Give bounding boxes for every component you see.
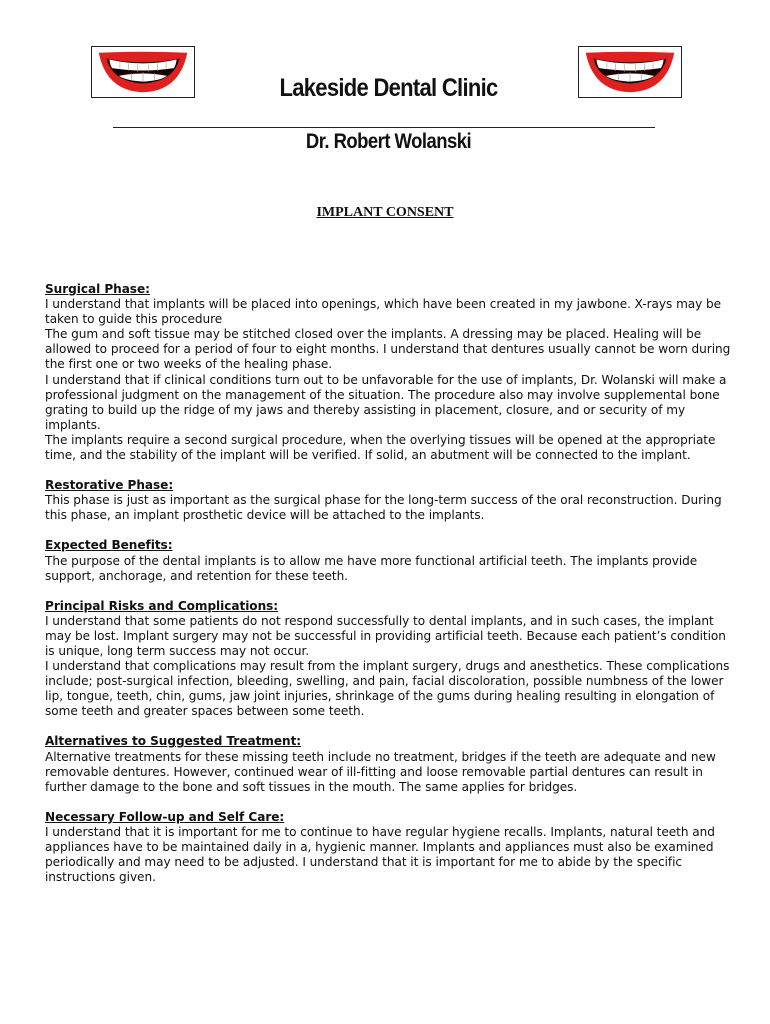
section-paragraph: The purpose of the dental implants is to allow me have more functional artificial teeth. The implants provide support, anchorage, and retention for these teeth. bbox=[45, 553, 698, 583]
section-heading: Necessary Follow-up and Self Care: bbox=[45, 809, 285, 824]
section-paragraph: I understand that some patients do not respond successfully to dental implants, and in such cases, the implant may be lost. Implant surgery may not be successful in providing artificial teeth. Because each patient’s condition is unique, long term success may not occur. bbox=[45, 613, 726, 658]
section-principal-risks bbox=[45, 599, 735, 720]
header-divider bbox=[113, 127, 655, 128]
section-paragraph: I understand that complications may result from the implant surgery, drugs and anesthetics. These complications include; post-surgical infection, bleeding, swelling, and pain, facial discoloration, possible numbness of the lower lip, tongue, teeth, chin, gums, jaw joint injuries, shrinkage of the gums during healing resulting in elongation of some teeth and greater spaces between some teeth. bbox=[45, 659, 730, 719]
section-paragraph: The implants require a second surgical procedure, when the overlying tissues will be opened at the appropriate time, and the stability of the implant will be verified. If solid, an abutment will be connected to the implant. bbox=[45, 432, 716, 463]
clinic-name: Lakeside Dental Clinic bbox=[279, 74, 498, 102]
doctor-name: Dr. Robert Wolanski bbox=[305, 130, 472, 153]
section-restorative-phase bbox=[45, 478, 735, 523]
consent-body bbox=[45, 282, 735, 885]
section-paragraph: I understand that if clinical conditions turn out to be unfavorable for the use of implants, Dr. Wolanski will make a professional judgment on the management of the situation. The procedure also may involve supplemental bone grating to build up the ridge of my jaws and thereby assisting in placement, closure, and or security of my implants. bbox=[45, 372, 727, 432]
section-paragraph: This phase is just as important as the surgical phase for the long-term success of the oral reconstruction. During this phase, an implant prosthetic device will be attached to the implants. bbox=[45, 493, 722, 523]
document-title: IMPLANT CONSENT bbox=[316, 205, 454, 220]
section-follow-up-self-care bbox=[45, 810, 735, 885]
section-paragraph: I understand that implants will be placed into openings, which have been created in my jawbone. X-rays may be taken to guide this procedure bbox=[45, 297, 722, 327]
section-expected-benefits bbox=[45, 538, 735, 583]
section-heading: Restorative Phase: bbox=[45, 478, 174, 493]
section-heading: Expected Benefits: bbox=[45, 538, 173, 553]
section-paragraph: The gum and soft tissue may be stitched closed over the implants. A dressing may be placed. Healing will be allowed to proceed for a period of four to eight months. I understand that dentures usually cannot be worn during the first one or two weeks of the healing phase. bbox=[45, 327, 731, 372]
section-heading: Surgical Phase: bbox=[45, 282, 150, 296]
section-heading: Principal Risks and Complications: bbox=[45, 598, 279, 613]
section-heading: Alternatives to Suggested Treatment: bbox=[45, 734, 302, 749]
section-alternatives bbox=[45, 734, 735, 794]
section-paragraph: I understand that it is important for me to continue to have regular hygiene recalls. Implants, natural teeth and appliances have to be maintained daily in a, hygienic manner. Implants and appliances must also be examined periodically and may need to be adjusted. I understand that it is important for me to abide by the specific instructions given. bbox=[45, 824, 715, 885]
section-surgical-phase bbox=[45, 282, 735, 463]
section-paragraph: Alternative treatments for these missing teeth include no treatment, bridges if the teeth are adequate and new removable dentures. However, continued wear of ill-fitting and loose removable partial dentures can result in further damage to the bone and soft tissues in the mouth. The same applies for bridges. bbox=[45, 749, 716, 794]
